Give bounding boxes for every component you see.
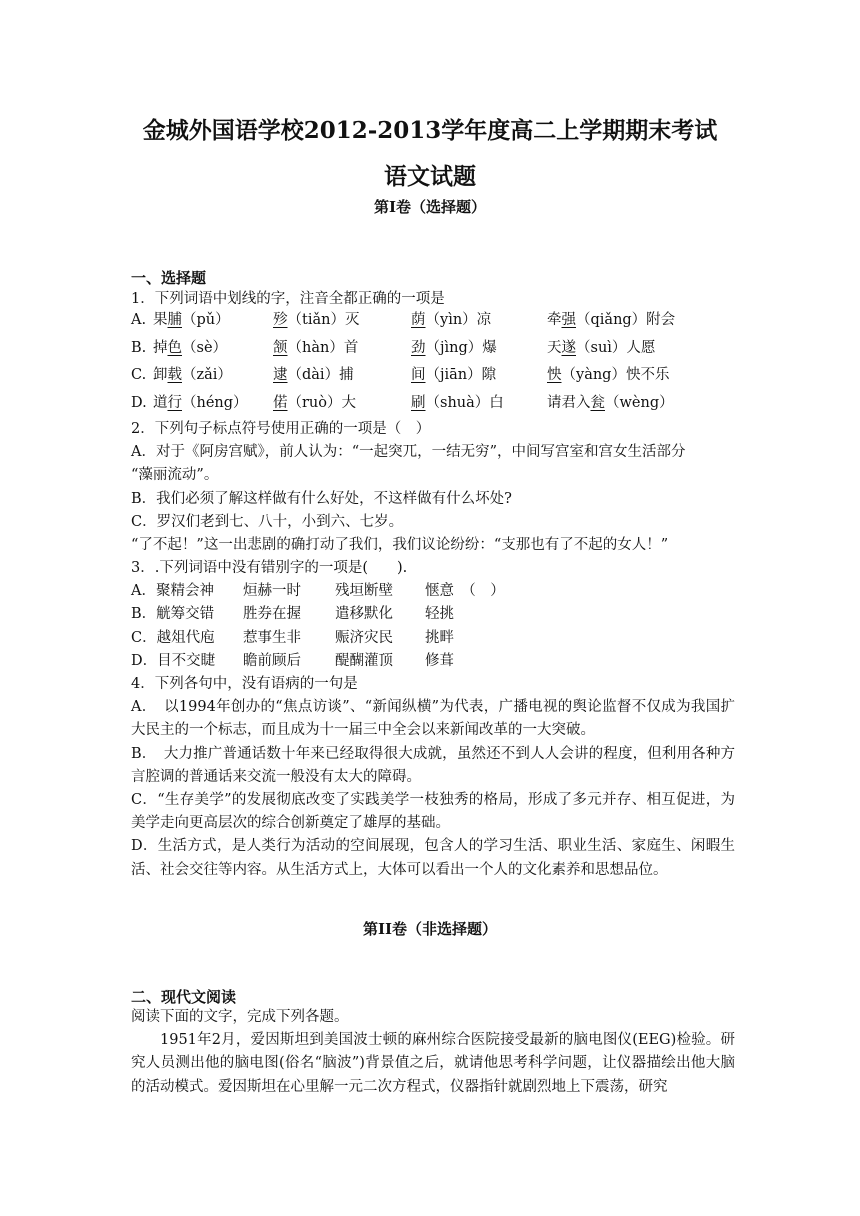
word-cell: 逮（dài）捕 xyxy=(273,367,354,383)
word-cell: A．聚精会神 xyxy=(131,583,214,600)
word-cell: 殄（tiǎn）灭 xyxy=(273,312,360,328)
volume-1-heading: 第I卷（选择题） xyxy=(373,198,487,216)
word-cell: 天遂（suì）人愿 xyxy=(547,339,656,356)
word-cell: 残垣断壁 xyxy=(335,583,393,600)
word-cell: 间（jiān）隙 xyxy=(411,367,497,383)
word-cell: D．目不交睫 xyxy=(131,652,216,669)
word-cell: 劲（jìng）爆 xyxy=(411,339,497,356)
word-cell: 醍醐灌顶 xyxy=(335,652,393,669)
option-row xyxy=(131,627,731,650)
word-cell: 牵强（qiǎng）附会 xyxy=(547,312,676,328)
word-cell: 颔（hàn）首 xyxy=(273,339,359,356)
word-cell: 赈济灾民 xyxy=(335,629,393,646)
exam-subtitle: 语文试题 xyxy=(384,163,476,190)
word-cell: 果脯（pǔ） xyxy=(153,312,230,328)
word-cell: 惹事生非 xyxy=(243,629,301,646)
option-row xyxy=(131,580,731,603)
word-cell: 刷（shuà）白 xyxy=(411,394,504,411)
word-cell: 荫（yìn）凉 xyxy=(411,312,492,328)
word-cell: C．越俎代庖 xyxy=(131,629,215,646)
word-cell: 道行（héng） xyxy=(153,394,248,411)
word-cell: 请君入瓮（wèng） xyxy=(547,394,674,411)
word-cell: 挑畔 xyxy=(425,629,454,646)
text-line: B．我们必须了解这样做有什么好处，不这样做有什么坏处? xyxy=(131,490,512,507)
word-cell: 胜券在握 xyxy=(243,606,301,623)
word-cell: 遣移默化 xyxy=(335,606,393,623)
question-3-stem: 3．.下列词语中没有错别字的一项是( ). xyxy=(131,560,408,576)
text-line: A．对于《阿房宫赋》，前人认为：“一起突兀，一结无穷”，中间写宫室和宫女生活部分 xyxy=(131,444,686,461)
text-line: “藻丽流动”。 xyxy=(131,467,219,484)
reading-passage xyxy=(131,1006,735,1099)
text-line: C．罗汉们老到七、八十，小到六、七岁。 xyxy=(131,513,404,530)
word-cell: 惬意 （ ） xyxy=(425,583,505,600)
passage-paragraph: 1951年2月，爱因斯坦到美国波士顿的麻州综合医院接受最新的脑电图仪(EEG)检验。研究人员测出他的脑电图(俗名“脑波”)背景值之后，就请他思考科学问题，让仪器描绘出他大脑的活动模式。爱因斯坦在心里解一元二次方程式，仪器指针就剧烈地上下震荡，研究 xyxy=(131,1032,735,1095)
section-1-heading: 一、选择题 xyxy=(131,269,207,287)
option-label: D. xyxy=(131,394,147,411)
word-cell: B．觥筹交错 xyxy=(131,606,215,623)
word-cell: 怏（yàng）怏不乐 xyxy=(547,367,670,383)
option-row xyxy=(131,337,731,365)
option-label: B. xyxy=(131,339,147,356)
option-row xyxy=(131,650,731,673)
word-cell: 卸载（zǎi） xyxy=(153,367,232,383)
option-row xyxy=(131,364,731,392)
option-row xyxy=(131,603,731,626)
question-1-stem: 1．下列词语中划线的字，注音全都正确的一项是 xyxy=(131,291,445,307)
text-line: 2．下列句子标点符号使用正确的一项是（ ） xyxy=(131,421,431,437)
question-1-options xyxy=(131,309,731,419)
word-cell: 轻挑 xyxy=(425,606,454,623)
question-4-stem: 4．下列各句中，没有语病的一句是 xyxy=(131,676,358,692)
word-cell: 烜赫一时 xyxy=(243,583,301,600)
question-2 xyxy=(131,418,741,557)
text-line: “了不起！”这一出悲剧的确打动了我们，我们议论纷纷：“支那也有了不起的女人！” xyxy=(131,536,669,553)
question-4-option-c: C．“生存美学”的发展彻底改变了实践美学一枝独秀的格局，形成了多元并存、相互促进，为美学走向更高层次的综合创新奠定了雄厚的基础。 xyxy=(131,792,735,832)
question-4-option-d: D．生活方式，是人类行为活动的空间展现，包含人的学习生活、职业生活、家庭生、闲暇生活、社会交往等内容。从生活方式上，大体可以看出一个人的文化素养和思想品位。 xyxy=(131,838,735,878)
word-cell: 修葺 xyxy=(425,652,454,669)
word-cell: 瞻前顾后 xyxy=(243,652,301,669)
exam-title: 金城外国语学校2012-2013学年度高二上学期期末考试 xyxy=(142,117,718,144)
question-4 xyxy=(131,673,735,882)
question-4-option-b: B． 大力推广普通话数十年来已经取得很大成就，虽然还不到人人会讲的程度，但利用各种方言腔调的普通话来交流一般没有太大的障碍。 xyxy=(131,745,735,785)
option-label: C. xyxy=(131,367,147,383)
reading-instruction: 阅读下面的文字，完成下列各题。 xyxy=(131,1009,349,1025)
option-label: A. xyxy=(131,312,147,328)
option-row xyxy=(131,392,731,420)
question-4-option-a: A． 以1994年创办的“焦点访谈”、“新闻纵横”为代表，广播电视的舆论监督不仅成为我国扩大民主的一个标志，而且成为十一届三中全会以来新闻改革的一大突破。 xyxy=(131,699,735,739)
question-3 xyxy=(131,557,731,673)
option-row xyxy=(131,309,731,337)
question-1 xyxy=(131,288,731,311)
section-2-heading: 二、现代文阅读 xyxy=(131,988,237,1006)
word-cell: 偌（ruò）大 xyxy=(273,394,356,411)
word-cell: 掉色（sè） xyxy=(153,339,228,356)
volume-2-heading: 第II卷（非选择题） xyxy=(362,920,498,938)
